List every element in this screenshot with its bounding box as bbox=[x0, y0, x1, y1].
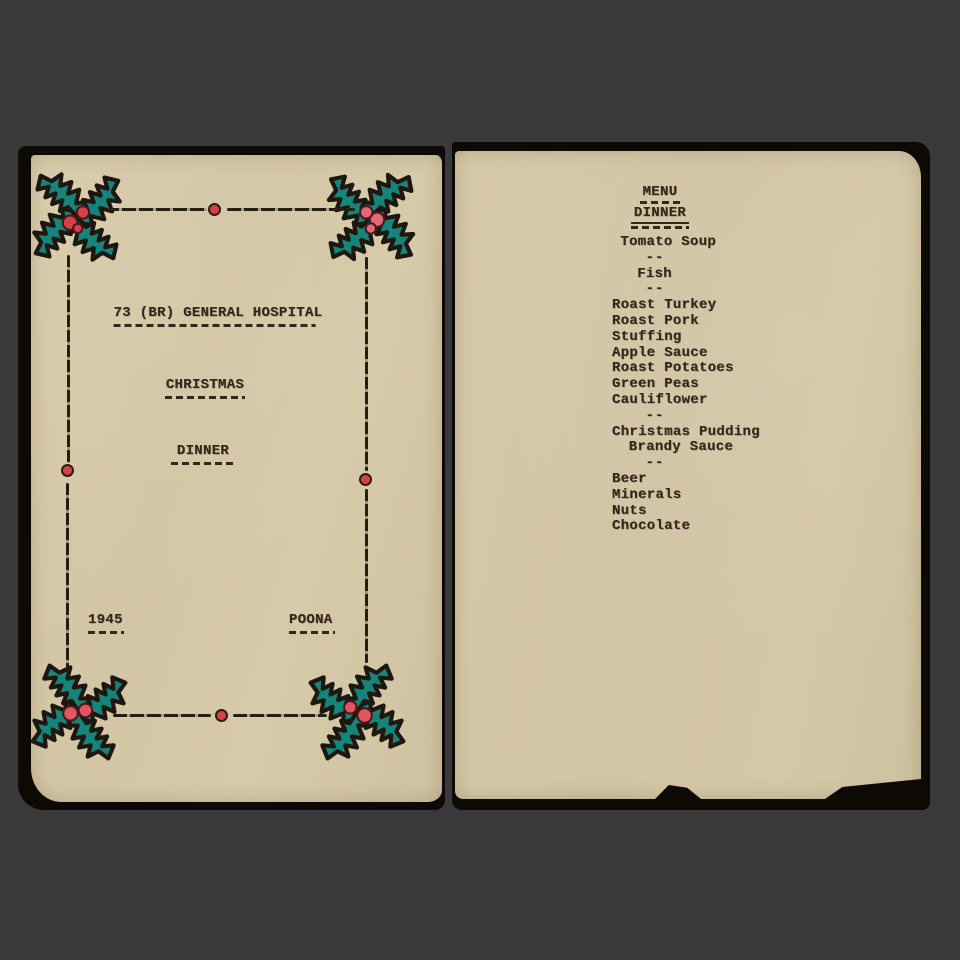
menu-item: Roast Pork bbox=[612, 312, 700, 329]
holly-top-left-icon bbox=[21, 161, 132, 272]
frame-left-line-upper bbox=[67, 255, 70, 463]
menu-item: Tomato Soup bbox=[620, 234, 717, 250]
torn-notch bbox=[655, 785, 701, 799]
year-underline bbox=[88, 631, 124, 634]
frame-bottom-line-left bbox=[113, 714, 211, 717]
menu-item: Brandy Sauce bbox=[628, 439, 734, 456]
holly-bottom-left-icon bbox=[23, 656, 136, 769]
menu-title-underline bbox=[640, 201, 680, 204]
berry-dot-right bbox=[359, 473, 372, 486]
menu-separator: -- bbox=[645, 249, 665, 266]
menu-separator: -- bbox=[645, 407, 665, 424]
frame-left-line-lower bbox=[66, 483, 69, 673]
berry-dot-top bbox=[208, 203, 221, 216]
frame-top-line-right bbox=[227, 208, 355, 211]
left-page-scan-edge bbox=[18, 146, 445, 810]
holly-bottom-right-icon bbox=[301, 656, 414, 769]
menu-subtitle-underline2 bbox=[631, 226, 689, 229]
dinner-heading: DINNER bbox=[176, 443, 230, 459]
right-page-scan-edge bbox=[452, 142, 930, 810]
menu-item: Green Peas bbox=[612, 376, 700, 393]
location-label: POONA bbox=[289, 612, 333, 628]
berry-dot-bottom bbox=[215, 709, 228, 722]
menu-list bbox=[612, 235, 760, 535]
berry-dot-left bbox=[61, 464, 74, 477]
menu-subtitle-underline bbox=[631, 222, 689, 224]
right-page bbox=[455, 151, 921, 799]
menu-item: Beer bbox=[612, 470, 647, 487]
location-underline bbox=[289, 631, 335, 634]
menu-subtitle: DINNER bbox=[633, 205, 687, 221]
holly-top-right-icon bbox=[314, 160, 428, 274]
menu-item: Roast Potatoes bbox=[612, 360, 734, 377]
menu-item: Chocolate bbox=[612, 518, 691, 535]
left-page bbox=[31, 155, 442, 802]
menu-item: Cauliflower bbox=[612, 391, 708, 408]
title-underline bbox=[114, 324, 316, 327]
menu-separator: -- bbox=[645, 281, 665, 298]
menu-item: Apple Sauce bbox=[612, 344, 708, 361]
menu-item: Stuffing bbox=[612, 328, 682, 345]
page-title: 73 (BR) GENERAL HOSPITAL bbox=[113, 305, 323, 321]
torn-corner bbox=[825, 779, 921, 799]
menu-item: Nuts bbox=[612, 502, 647, 519]
frame-right-line-lower bbox=[365, 489, 368, 663]
menu-item: Christmas Pudding bbox=[612, 423, 760, 440]
menu-title: MENU bbox=[642, 184, 678, 200]
menu-separator: -- bbox=[645, 455, 665, 472]
paper-crease bbox=[461, 151, 551, 291]
christmas-underline bbox=[165, 396, 245, 399]
menu-item: Fish bbox=[637, 265, 673, 282]
menu-item: Roast Turkey bbox=[612, 297, 717, 314]
christmas-heading: CHRISTMAS bbox=[165, 377, 245, 393]
frame-right-line-upper bbox=[365, 257, 368, 471]
year-label: 1945 bbox=[88, 612, 123, 628]
menu-item: Minerals bbox=[612, 486, 682, 503]
frame-bottom-line-right bbox=[233, 714, 327, 717]
dinner-underline bbox=[171, 462, 235, 465]
frame-top-line-left bbox=[105, 208, 207, 211]
